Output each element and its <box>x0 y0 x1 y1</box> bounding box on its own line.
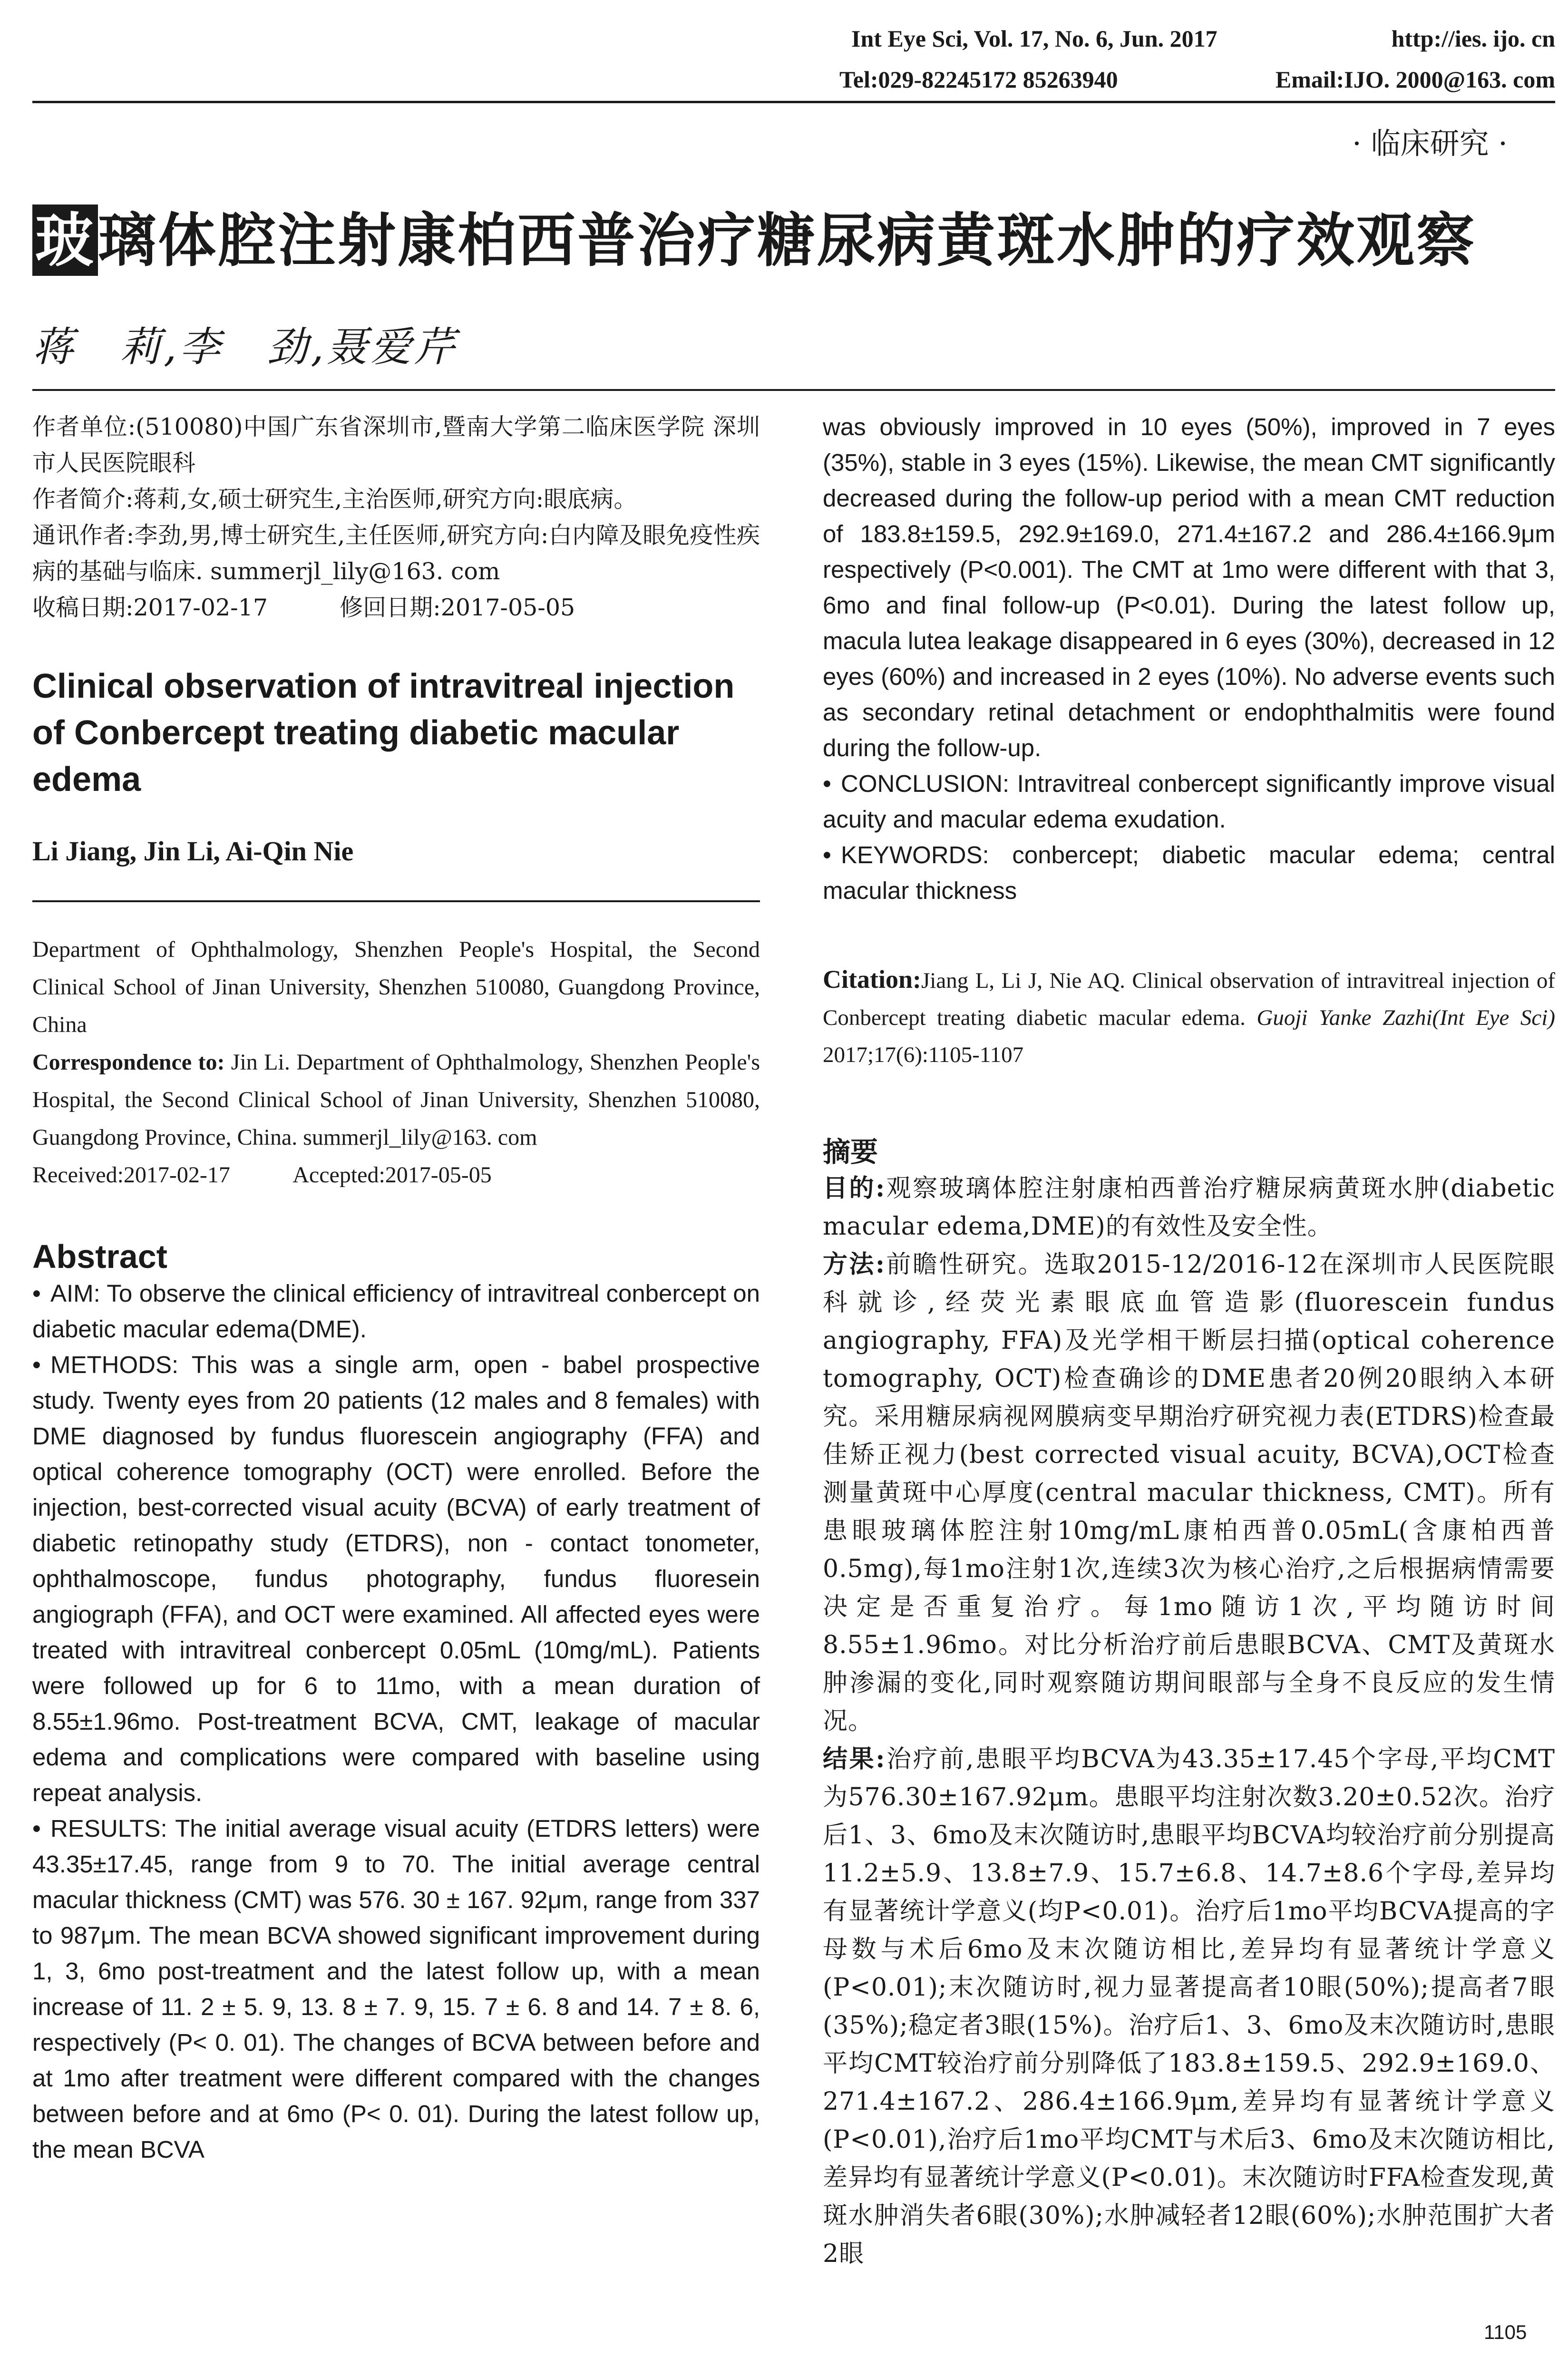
journal-header-line <box>851 25 1555 52</box>
abstract-methods-text: METHODS: This was a single arm, open - babel prospective study. Twenty eyes from 20 patients (12 males and 8 females) with DME diagnosed by fundus fluorescein angiography (FFA) and optical coherence tomography (OCT) were enrolled. Before the injection, best-corrected visual acuity (BCVA) of early treatment of diabetic retinopathy study (ETDRS), non - contact tonometer, ophthalmoscope, fundus photography, fundus fluoresein angiograph (FFA), and OCT were examined. All affected eyes were treated with intravitreal conbercept 0.05mL (10mg/mL). Patients were followed up for 6 to 11mo, with a mean duration of 8.55±1.96mo. Post-treatment BCVA, CMT, leakage of macular edema and complications were compared with baseline using repeat analysis. <box>32 1351 760 1806</box>
cn-abstract-methods <box>823 1246 1555 1740</box>
citation-block <box>823 961 1555 1073</box>
abstract-results-part2: was obviously improved in 10 eyes (50%), improved in 7 eyes (35%), stable in 3 eyes (15%). Likewise, the mean CMT significantly decreased during the follow-up period with a mean CMT reduction of 183.8±159.5, 292.9±169.0, 271.4±167.2 and 286.4±166.9μm respectively (P<0.001). The CMT at 1mo were different with that 3, 6mo and final follow-up (P<0.01). During the latest follow up, macula lutea leakage disappeared in 6 eyes (30%), decreased in 12 eyes (60%) and increased in 2 eyes (10%). No adverse events such as secondary retinal detachment or endophthalmitis were found during the follow-up. <box>823 413 1555 761</box>
abstract-aim-text: AIM: To observe the clinical efficiency of intravitreal conbercept on diabetic macular edema(DME). <box>32 1280 760 1343</box>
en-dates-line <box>32 1156 760 1194</box>
cn-abstract-aim <box>823 1169 1555 1246</box>
journal-url[interactable]: http://ies. ijo. cn <box>1391 25 1555 52</box>
author-unit: 作者单位:(510080)中国广东省深圳市,暨南大学第二临床医学院 深圳市人民医院眼科 <box>32 413 760 477</box>
journal-contact-line <box>839 66 1555 93</box>
revised-date: 修回日期:2017-05-05 <box>340 594 575 621</box>
department-block <box>32 931 760 1194</box>
abstract-methods <box>32 1347 760 1811</box>
cn-abstract-results <box>823 1740 1555 2273</box>
journal-email[interactable]: Email:IJO. 2000@163. com <box>1275 66 1555 93</box>
abstract-results-text: RESULTS: The initial average visual acuity (ETDRS letters) were 43.35±17.45, range from 9 to 70. The initial average central macular thickness (CMT) was 576. 30 ± 167. 92μm, range from 337 to 987μm. The mean BCVA showed significant improvement during 1, 3, 6mo post-treatment and the latest follow up, with a mean increase of 11. 2 ± 5. 9, 13. 8 ± 7. 9, 15. 7 ± 6. 8 and 14. 7 ± 8. 6, respectively (P< 0. 01). The changes of BCVA between before and at 1mo after treatment were different compared with the changes between before and at 6mo (P< 0. 01). During the latest follow up, the mean BCVA <box>32 1815 760 2163</box>
citation-journal: Guoji Yanke Zazhi(Int Eye Sci) <box>1256 1005 1555 1030</box>
dates-line <box>32 590 760 626</box>
bullet: • <box>823 770 831 797</box>
en-received-date: Received:2017-02-17 <box>32 1162 230 1188</box>
correspondence-label: Correspondence to: <box>32 1050 225 1075</box>
section-tag: · 临床研究 · <box>1352 126 1508 161</box>
author-bio: 作者简介:蒋莉,女,硕士研究生,主治医师,研究方向:眼底病。 <box>32 486 637 513</box>
left-column <box>32 409 760 2167</box>
bullet: • <box>32 1815 41 1842</box>
citation-text: Jiang L, Li J, Nie AQ. Clinical observation of intravitreal injection of Conbercept treating diabetic macular edema. <box>823 968 1555 1030</box>
title-first-char: 玻 <box>32 205 98 276</box>
abstract-heading: Abstract <box>32 1238 167 1275</box>
bullet: • <box>32 1280 41 1307</box>
cn-methods-text: 前瞻性研究。选取2015-12/2016-12在深圳市人民医院眼科就诊,经荧光素眼底血管造影(fluorescein fundus angiography, FFA)及光学相干断层扫描(optical coherence tomography, OCT)检查确诊的DME患者20例20眼纳入本研究。采用糖尿病视网膜病变早期治疗研究视力表(ETDRS)检查最佳矫正视力(best corrected visual acuity, BCVA),OCT检查测量黄斑中心厚度(central macular thickness, CMT)。所有患眼玻璃体腔注射10mg/mL康柏西普0.05mL(含康柏西普0.5mg),每1mo注射1次,连续3次为核心治疗,之后根据病情需要决定是否重复治疗。每1mo随访1次,平均随访时间8.55±1.96mo。对比分析治疗前后患眼BCVA、CMT及黄斑水肿渗漏的变化,同时观察随访期间眼部与全身不良反应的发生情况。 <box>823 1250 1555 1735</box>
abstract-keywords-text: KEYWORDS: conbercept; diabetic macular edema; central macular thickness <box>823 841 1555 904</box>
page-title <box>32 205 1564 276</box>
english-authors: Li Jiang, Jin Li, Ai-Qin Nie <box>32 836 354 867</box>
en-accepted-date: Accepted:2017-05-05 <box>292 1162 492 1188</box>
correspondence <box>32 1043 760 1156</box>
cn-methods-label: 方法: <box>823 1250 886 1279</box>
cn-aim-label: 目的: <box>823 1174 886 1203</box>
department-text: Department of Ophthalmology, Shenzhen People's Hospital, the Second Clinical School of Jinan University, Shenzhen 510080, Guangdong Province, China <box>32 937 760 1037</box>
cn-authors: 蒋 莉,李 劲,聂爱芹 <box>32 323 458 371</box>
abstract-keywords <box>823 837 1555 908</box>
title-rest: 璃体腔注射康柏西普治疗糖尿病黄斑水肿的疗效观察 <box>98 206 1476 274</box>
abstract-conclusion-text: CONCLUSION: Intravitreal conbercept significantly improve visual acuity and macular edema exudation. <box>823 770 1555 833</box>
abstract-aim <box>32 1276 760 1347</box>
abstract-results-part1 <box>32 1811 760 2167</box>
journal-tel: Tel:029-82245172 85263940 <box>839 66 1118 93</box>
right-column <box>823 409 1555 2273</box>
header-rule <box>32 101 1555 103</box>
bullet: • <box>32 1351 41 1378</box>
cn-results-text: 治疗前,患眼平均BCVA为43.35±17.45个字母,平均CMT为576.30±167.92μm。患眼平均注射次数3.20±0.52次。治疗后1、3、6mo及末次随访时,患眼平均BCVA均较治疗前分别提高11.2±5.9、13.8±7.9、15.7±6.8、14.7±8.6个字母,差异均有显著统计学意义(均P<0.01)。治疗后1mo平均BCVA提高的字母数与术后6mo及末次随访相比,差异均有显著统计学意义(P<0.01);末次随访时,视力显著提高者10眼(50%);提高者7眼(35%);稳定者3眼(15%)。治疗后1、3、6mo及末次随访时,患眼平均CMT较治疗前分别降低了183.8±159.5、292.9±169.0、271.4±167.2、286.4±166.9μm,差异均有显著统计学意义(P<0.01),治疗后1mo平均CMT与术后3、6mo及末次随访相比,差异均有显著统计学意义(P<0.01)。末次随访时FFA检查发现,黄斑水肿消失者6眼(30%);水肿减轻者12眼(60%);水肿范围扩大者2眼 <box>823 1745 1555 2268</box>
citation-tail: 2017;17(6):1105-1107 <box>823 1042 1024 1067</box>
page-number: 1105 <box>1484 2321 1527 2343</box>
cn-results-label: 结果: <box>823 1744 886 1773</box>
journal-citation: Int Eye Sci, Vol. 17, No. 6, Jun. 2017 <box>851 25 1217 52</box>
cn-abstract-heading: 摘要 <box>823 1136 878 1168</box>
correspondence-text: Jin Li. Department of Ophthalmology, Shenzhen People's Hospital, the Second Clinical School of Jinan University, Shenzhen 510080, Guangdong Province, China. summerjl_lily@163. com <box>32 1050 760 1150</box>
english-title: Clinical observation of intravitreal injection of Conbercept treating diabetic macular edema <box>32 667 735 799</box>
received-date: 收稿日期:2017-02-17 <box>32 594 268 621</box>
citation-label: Citation: <box>823 965 921 994</box>
title-rule <box>32 389 1555 391</box>
authors-rule <box>32 900 760 902</box>
cn-aim-text: 观察玻璃体腔注射康柏西普治疗糖尿病黄斑水肿(diabetic macular edema,DME)的有效性及安全性。 <box>823 1174 1555 1241</box>
corresponding-author: 通讯作者:李劲,男,博士研究生,主任医师,研究方向:白内障及眼免疫性疾病的基础与临床. summerjl_lily@163. com <box>32 522 760 585</box>
bullet: • <box>823 841 831 868</box>
abstract-conclusion <box>823 766 1555 837</box>
affiliation-block <box>32 409 760 626</box>
